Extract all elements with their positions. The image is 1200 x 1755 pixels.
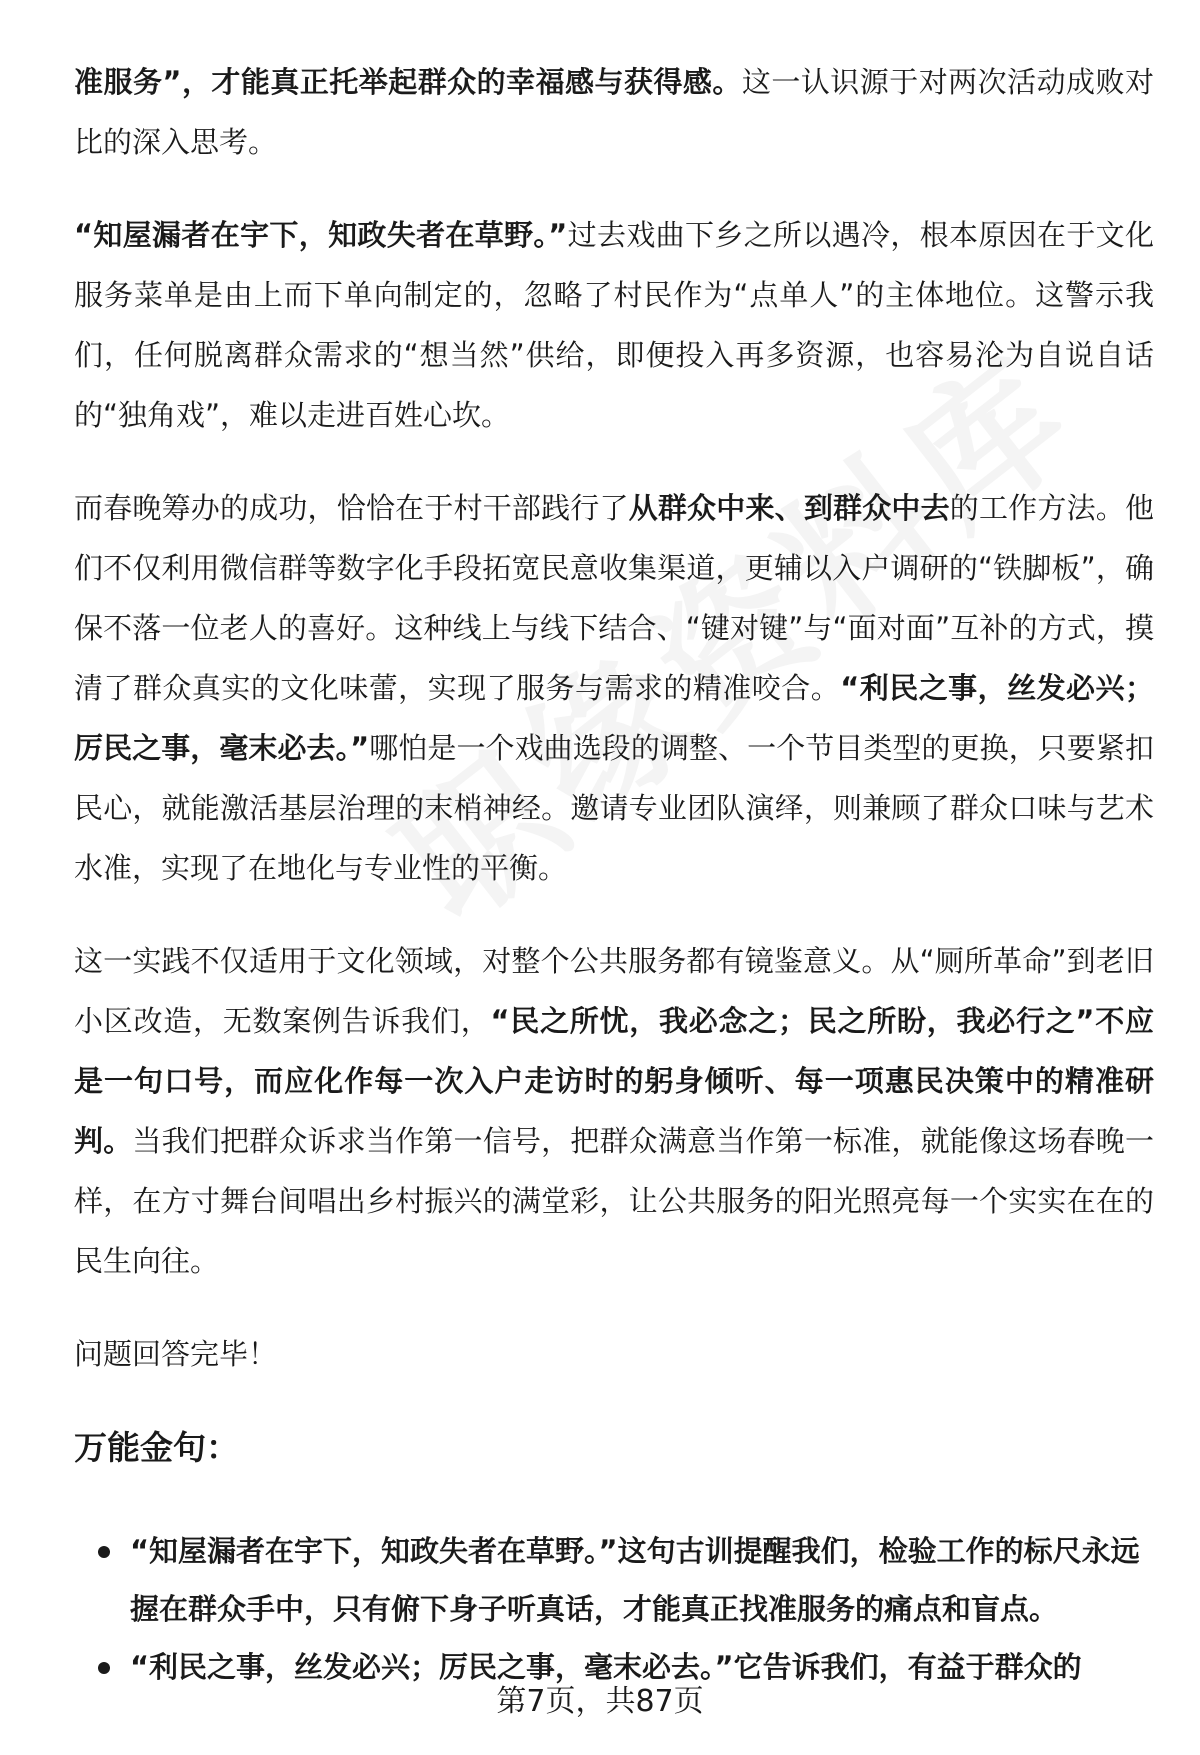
page-number-footer: 第7页，共87页 — [496, 1684, 704, 1719]
bullet-text: “利民之事，丝发必兴；厉民之事，毫末必去。”它告诉我们，有益于群众的 — [130, 1650, 1082, 1684]
paragraph — [74, 52, 1154, 172]
bullet-item — [74, 1522, 1154, 1638]
paragraph — [74, 478, 1154, 898]
text-run: 这一认识源于对两次活动成败对比的深入思考。 — [74, 65, 1154, 159]
text-run: 哪怕是一个戏曲选段的调整、一个节目类型的更换，只要紧扣民心，就能激活基层治理的末梢神经。邀请专业团队演绎，则兼顾了群众口味与艺术水准，实现了在地化与专业性的平衡。 — [74, 731, 1154, 885]
bullet-list — [74, 1522, 1154, 1696]
paragraph — [74, 205, 1154, 445]
bold-text: “民之所忧，我必念之；民之所盼，我必行之”不应是一句口号，而应化作每一次入户走访时的躬身倾听、每一项惠民决策中的精准研判。 — [74, 1004, 1154, 1158]
text-run: 这一实践不仅适用于文化领域，对整个公共服务都有镜鉴意义。从“厕所革命”到老旧小区改造，无数案例告诉我们， — [74, 944, 1154, 1038]
document-body — [74, 52, 1154, 1696]
text-run: 过去戏曲下乡之所以遇冷，根本原因在于文化服务菜单是由上而下单向制定的，忽略了村民作为“点单人”的主体地位。这警示我们，任何脱离群众需求的“想当然”供给，即便投入再多资源，也容易沦为自说自话的“独角戏”，难以走进百姓心坎。 — [74, 218, 1154, 432]
bullet-text: “知屋漏者在宇下，知政失者在草野。”这句古训提醒我们，检验工作的标尺永远握在群众手中，只有俯下身子听真话，才能真正找准服务的痛点和盲点。 — [130, 1534, 1140, 1626]
bullet-dot-icon — [98, 1662, 110, 1674]
text-run: 当我们把群众诉求当作第一信号，把群众满意当作第一标准，就能像这场春晚一样，在方寸舞台间唱出乡村振兴的满堂彩，让公共服务的阳光照亮每一个实实在在的民生向往。 — [74, 1124, 1154, 1278]
text-run: 而春晚筹办的成功，恰恰在于村干部践行了 — [74, 491, 629, 525]
text-run: 问题回答完毕！ — [74, 1337, 278, 1371]
bullet-dot-icon — [98, 1546, 110, 1558]
section-heading: 万能金句： — [74, 1428, 239, 1467]
bold-text: 准服务”，才能真正托举起群众的幸福感与获得感。 — [74, 65, 742, 99]
bold-text: 从群众中来、到群众中去 — [628, 491, 950, 525]
paragraph-list — [74, 52, 1154, 1384]
text-run: 的工作方法。他们不仅利用微信群等数字化手段拓宽民意收集渠道，更辅以入户调研的“铁脚板”，确保不落一位老人的喜好。这种线上与线下结合、“键对键”与“面对面”互补的方式，摸清了群众真实的文化味蕾，实现了服务与需求的精准咬合。 — [74, 491, 1154, 705]
paragraph — [74, 931, 1154, 1291]
bold-text: “利民之事，丝发必兴；厉民之事，毫末必去。” — [74, 671, 1154, 765]
paragraph — [74, 1324, 1154, 1384]
bold-text: “知屋漏者在宇下，知政失者在草野。” — [74, 218, 568, 252]
